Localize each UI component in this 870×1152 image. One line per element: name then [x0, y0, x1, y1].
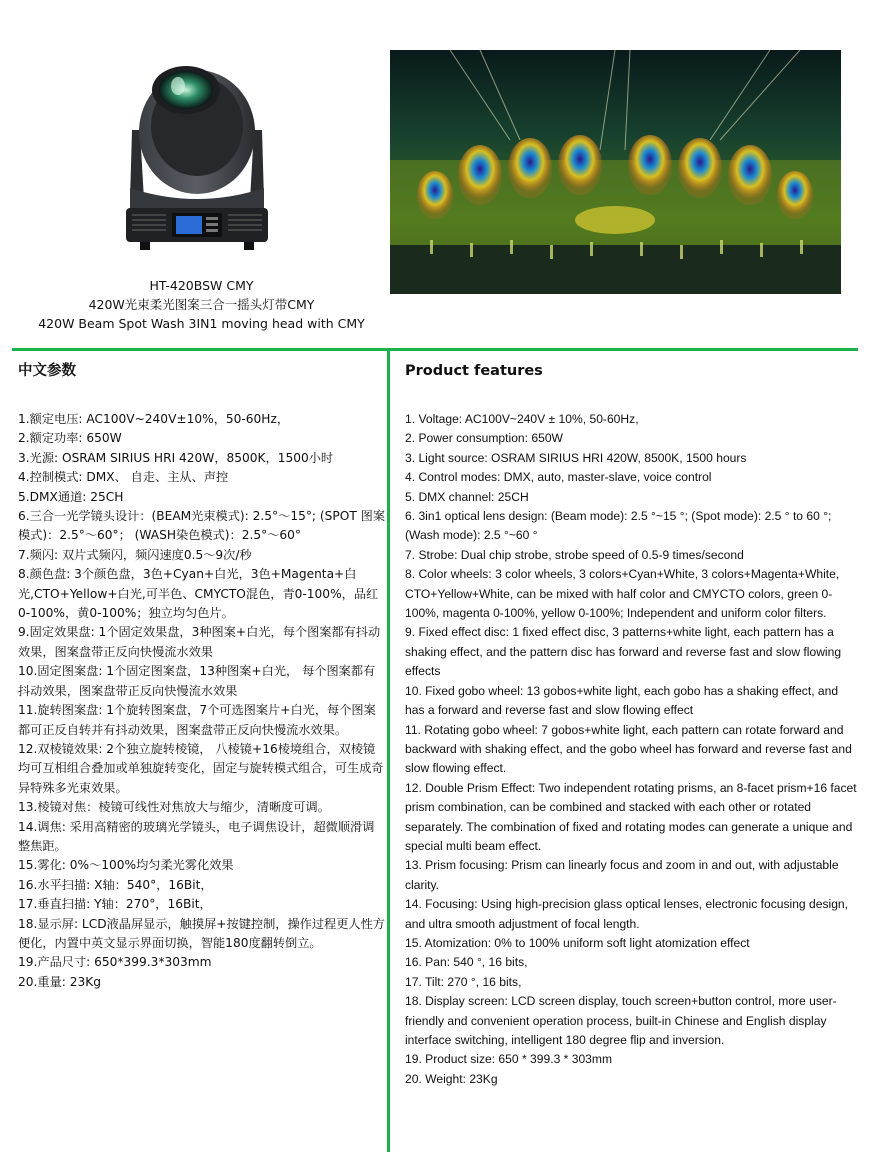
feature-item: 19. Product size: 650 * 399.3 * 303mm — [405, 1052, 613, 1067]
moving-head-photo — [118, 60, 276, 252]
feature-item: 2. Power consumption: 650W — [405, 431, 563, 446]
caption-title-en: 420W Beam Spot Wash 3IN1 moving head with CMY — [38, 316, 365, 331]
green-vertical-divider — [387, 348, 390, 1152]
feature-item: 9. Fixed effect disc: 1 fixed effect disc, 3 patterns+white light, each pattern has a shaking effect, and the pattern disc has forward and reverse fast and slow flowing effects — [405, 625, 842, 679]
spec-item: 18.显示屏: LCD液晶屏显示，触摸屏+按键控制，操作过程更人性方便化，内置中英文显示界面切换，智能180度翻转倒立。 — [18, 916, 385, 950]
spec-item: 7.频闪: 双片式频闪，频闪速度0.5～9次/秒 — [18, 547, 252, 562]
feature-item: 17. Tilt: 270 °, 16 bits, — [405, 974, 522, 989]
feature-item: 12. Double Prism Effect: Two independent rotating prisms, an 8-facet prism+16 facet prism combination, can be combined and stacked with each other or rotated separately. The combination of fixed and rotating modes can generate a unique and special multi beam effect. — [405, 780, 857, 853]
spec-item: 20.重量: 23Kg — [18, 974, 101, 989]
english-features-heading: Product features — [405, 363, 543, 379]
spec-item: 8.颜色盘: 3个颜色盘，3色+Cyan+白光，3色+Magenta+白光,CTO+Yellow+白光,可半色、CMYCTO混色，青0-100%，品红0-100%，黄0-100%；独立均匀色片。 — [18, 567, 379, 621]
feature-item: 15. Atomization: 0% to 100% uniform soft light atomization effect — [405, 935, 750, 950]
feature-item: 18. Display screen: LCD screen display, touch screen+button control, more user-friendly and convenient operation process, built-in Chinese and English display interface switching, intelligent 180 degree flip and inversion. — [405, 994, 837, 1047]
feature-item: 6. 3in1 optical lens design: (Beam mode): 2.5 °~15 °; (Spot mode): 2.5 ° to 60 °; (Wash mode): 2.5 °~60 ° — [405, 509, 832, 543]
spec-item: 6.三合一光学镜头设计：(BEAM光束模式): 2.5°～15°; (SPOT 图案模式)：2.5°～60°； (WASH染色模式)：2.5°～60° — [18, 509, 386, 543]
chinese-specs-heading: 中文参数 — [18, 363, 76, 379]
spec-item: 5.DMX通道: 25CH — [18, 489, 124, 504]
feature-item: 13. Prism focusing: Prism can linearly focus and zoom in and out, with adjustable clarity. — [405, 858, 839, 892]
spec-item: 12.双棱镜效果: 2个独立旋转棱镜， 八棱镜+16棱境组合，双棱镜均可互相组合叠加或单独旋转变化，固定与旋转模式组合，可生成奇异特殊多光束效果。 — [18, 741, 384, 795]
spec-item: 2.额定功率: 650W — [18, 431, 122, 446]
caption-model: HT-420BSW CMY — [149, 278, 254, 293]
english-features-column — [405, 360, 857, 1086]
spec-item: 14.调焦: 采用高精密的玻璃光学镜头，电子调焦设计，超微顺滑调整焦距。 — [18, 819, 375, 853]
chinese-specs-column — [18, 360, 386, 989]
green-horizontal-divider — [12, 348, 858, 351]
feature-item: 3. Light source: OSRAM SIRIUS HRI 420W, 8500K, 1500 hours — [405, 450, 747, 465]
product-caption — [30, 276, 373, 333]
feature-item: 8. Color wheels: 3 color wheels, 3 colors+Cyan+White, 3 colors+Magenta+White, CTO+Yellow+White, can be mixed with half color and CMYCTO colors, green 0-100%, magenta 0-100%, yellow 0-100%; Independent and uniform color filters. — [405, 567, 840, 621]
spec-item: 1.额定电压: AC100V~240V±10%，50-60Hz， — [18, 412, 290, 426]
feature-item: 5. DMX channel: 25CH — [405, 489, 529, 504]
feature-item: 10. Fixed gobo wheel: 13 gobos+white light, each gobo has a shaking effect, and has a forward and reverse fast and slow flowing effect — [405, 683, 839, 718]
header-section — [0, 0, 870, 345]
feature-item: 16. Pan: 540 °, 16 bits, — [405, 955, 528, 970]
spec-item: 4.控制模式: DMX、 自走、主从、声控 — [18, 470, 229, 485]
feature-item: 20. Weight: 23Kg — [405, 1071, 498, 1086]
spec-item: 9.固定效果盘: 1个固定效果盘，3种图案+白光，每个图案都有抖动效果，图案盘带正反向快慢流水效果 — [18, 625, 381, 659]
spec-item: 15.雾化: 0%～100%均匀柔光雾化效果 — [18, 858, 234, 873]
spec-item: 3.光源: OSRAM SIRIUS HRI 420W，8500K，1500小时 — [18, 450, 334, 465]
feature-item: 11. Rotating gobo wheel: 7 gobos+white light, each pattern can rotate forward and backward with shaking effect, and the gobo wheel has forward and reverse fast and slow flowing effect. — [405, 722, 852, 776]
spec-item: 13.棱镜对焦：棱镜可线性对焦放大与缩少，清晰度可调。 — [18, 800, 330, 815]
spec-item: 16.水平扫描: X轴：540°，16Bit， — [18, 877, 213, 892]
stage-show-photo — [390, 50, 841, 294]
chinese-spec-list — [18, 410, 386, 992]
caption-title-cn: 420W光束柔光图案三合一摇头灯带CMY — [88, 297, 315, 312]
spec-item: 19.产品尺寸: 650*399.3*303mm — [18, 955, 212, 970]
feature-item: 1. Voltage: AC100V~240V ± 10%, 50-60Hz, — [405, 412, 639, 426]
feature-item: 4. Control modes: DMX, auto, master-slave, voice control — [405, 470, 712, 485]
spec-item: 11.旋转图案盘: 1个旋转图案盘，7个可选图案片+白光，每个图案都可正反自转并有抖动效果，图案盘带正反向快慢流水效果。 — [18, 703, 376, 737]
english-feature-list — [405, 410, 857, 1089]
feature-item: 7. Strobe: Dual chip strobe, strobe speed of 0.5-9 times/second — [405, 547, 744, 562]
spec-item: 17.垂直扫描: Y轴：270°，16Bit， — [18, 897, 212, 912]
spec-item: 10.固定图案盘: 1个固定图案盘，13种图案+白光， 每个图案都有抖动效果，图案盘带正反向快慢流水效果 — [18, 664, 376, 698]
feature-item: 14. Focusing: Using high-precision glass optical lenses, electronic focusing design, and ultra smooth adjustment of focal length. — [405, 897, 849, 931]
